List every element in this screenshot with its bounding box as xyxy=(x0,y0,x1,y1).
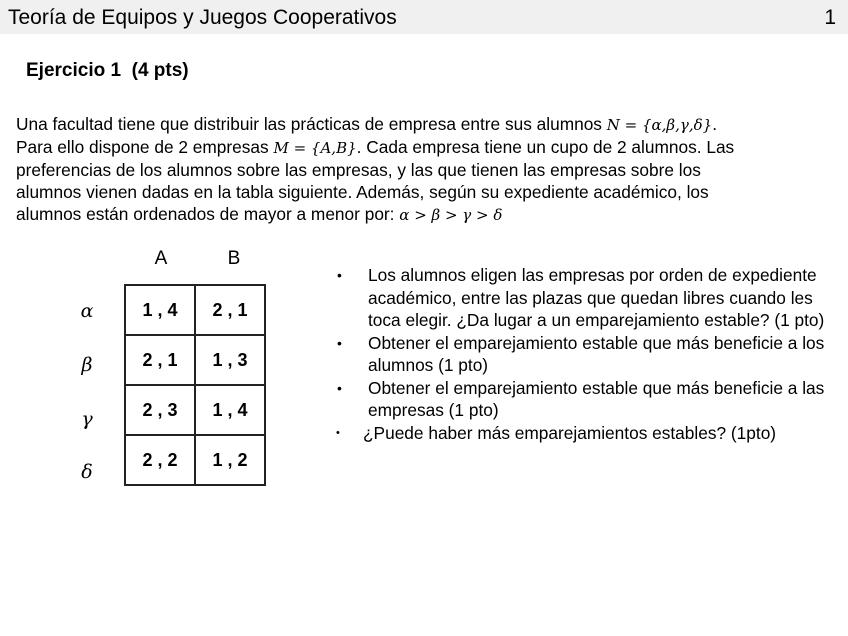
ranking-formula: α > β > γ > δ xyxy=(399,206,503,224)
row-header-beta: β xyxy=(81,354,93,376)
intro-text: Una facultad tiene que distribuir las prácticas de empresa entre sus alumnos xyxy=(16,114,607,134)
intro-text: alumnos están ordenados de mayor a menor por: xyxy=(16,204,400,224)
list-item xyxy=(333,422,833,445)
bullet-icon: • xyxy=(337,267,342,283)
table-row xyxy=(125,285,265,335)
table-row xyxy=(125,435,265,485)
table-cell: 1 , 3 xyxy=(195,335,265,385)
table-row xyxy=(125,335,265,385)
set-n-formula: N = {α,β,γ,δ} xyxy=(606,116,713,134)
intro-line: alumnos vienen dadas en la tabla siguiente. Además, según su expediente académico, los xyxy=(16,182,709,202)
question-text: Obtener el emparejamiento estable que más beneficie a los alumnos (1 pto) xyxy=(368,332,825,375)
intro-line: preferencias de los alumnos sobre las empresas, y las que tienen las empresas sobre los xyxy=(16,160,701,180)
bullet-icon: • xyxy=(336,426,340,439)
intro-line xyxy=(16,113,836,136)
question-text: Los alumnos eligen las empresas por orden de expediente académico, entre las plazas que quedan libres cuando les toca elegir. ¿Da lugar a un emparejamiento estable? (1 pto) xyxy=(368,265,825,330)
intro-text: Para ello dispone de 2 empresas xyxy=(16,137,274,157)
bullet-icon: • xyxy=(337,334,342,351)
document-title: Teoría de Equipos y Juegos Cooperativos xyxy=(8,6,397,29)
question-text: Obtener el emparejamiento estable que más beneficie a las empresas (1 pto) xyxy=(368,377,825,420)
preferences-table xyxy=(124,284,266,486)
table-cell: 1 , 2 xyxy=(195,435,265,485)
table-row xyxy=(125,385,265,435)
exercise-title: Ejercicio 1 (4 pts) xyxy=(26,60,189,81)
table-cell: 2 , 1 xyxy=(125,335,195,385)
question-text: ¿Puede haber más emparejamientos estables? (1pto) xyxy=(363,422,777,443)
questions-list xyxy=(333,264,833,444)
row-header-gamma: γ xyxy=(81,408,93,430)
table-cell: 2 , 1 xyxy=(195,285,265,335)
table-cell: 2 , 3 xyxy=(125,385,195,435)
bullet-icon: • xyxy=(337,379,342,396)
intro-line xyxy=(16,203,836,226)
row-header-alpha: α xyxy=(80,300,94,322)
intro-line xyxy=(16,136,836,159)
list-item xyxy=(333,377,833,422)
list-item xyxy=(333,264,833,332)
row-header-delta: δ xyxy=(81,461,93,483)
table-cell: 1 , 4 xyxy=(195,385,265,435)
set-m-formula: M = {A,B} xyxy=(273,139,357,157)
intro-paragraph xyxy=(16,113,836,226)
page-number: 1 xyxy=(824,6,836,29)
list-item xyxy=(333,332,833,377)
page-header xyxy=(0,0,848,34)
intro-text: . Cada empresa tiene un cupo de 2 alumnos. Las xyxy=(356,137,735,157)
intro-text: . xyxy=(712,114,717,134)
column-header-a: A xyxy=(154,248,168,269)
table-cell: 2 , 2 xyxy=(125,435,195,485)
column-header-b: B xyxy=(227,248,241,269)
table-cell: 1 , 4 xyxy=(125,285,195,335)
